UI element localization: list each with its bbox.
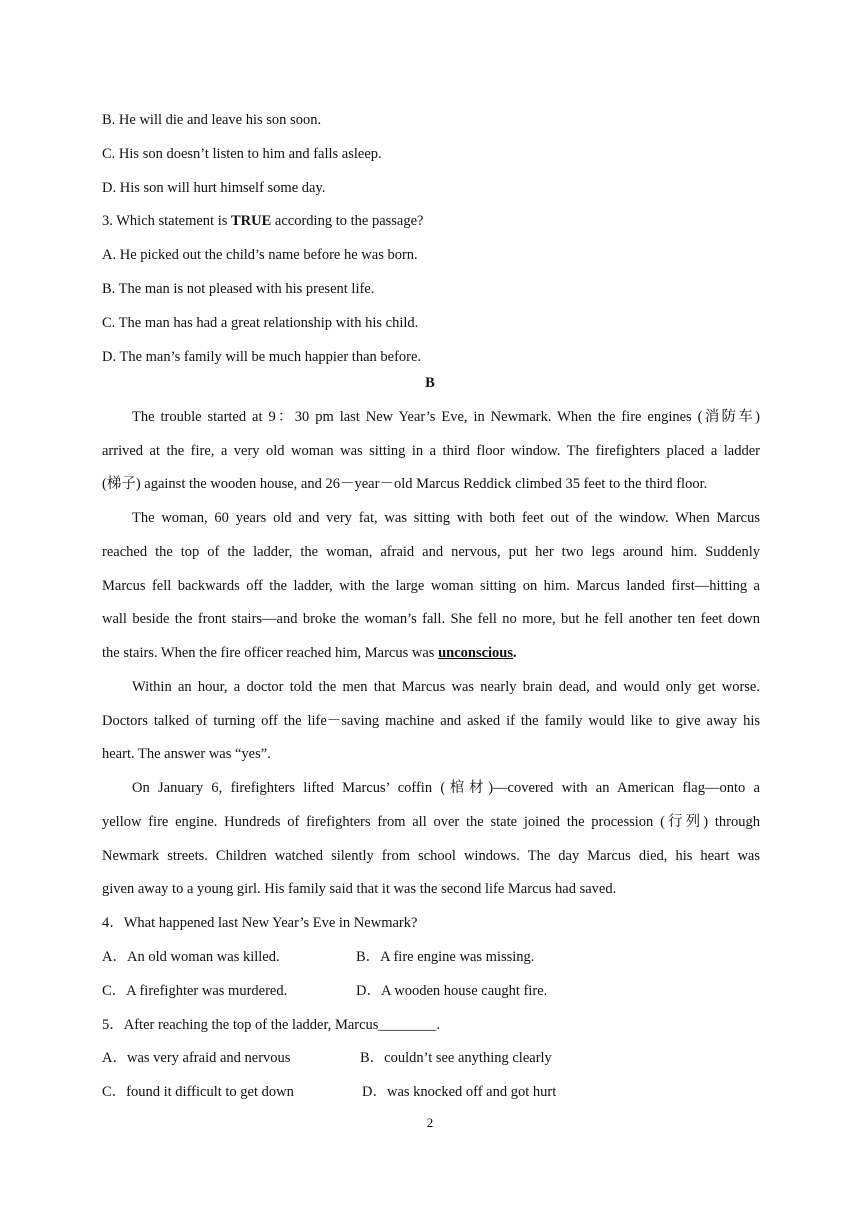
q5-stem: 5．After reaching the top of the ladder, Marcus________. xyxy=(102,1017,441,1033)
q3-option-d: D. The man’s family will be much happier than before. xyxy=(102,349,422,365)
passage-period: . xyxy=(513,645,517,661)
q2-option-c: C. His son doesn’t listen to him and falls asleep. xyxy=(102,146,382,162)
q2-option-d: D. His son will hurt himself some day. xyxy=(102,180,326,196)
passage-text: the stairs. When the fire officer reached him, Marcus was xyxy=(102,645,439,661)
q4-option-b: B．A fire engine was missing. xyxy=(356,949,535,965)
page-number: 2 xyxy=(426,1115,434,1130)
passage-p1-line: arrived at the fire, a very old woman was sitting in a third floor window. The firefighters placed a ladder xyxy=(102,443,760,459)
passage-p4-line: given away to a young girl. His family said that it was the second life Marcus had saved. xyxy=(102,881,617,897)
q3-stem-text-end: according to the passage? xyxy=(271,213,424,229)
passage-p3-line: heart. The answer was “yes”. xyxy=(102,746,271,762)
section-heading: B xyxy=(425,375,435,391)
q4-option-c: C．A firefighter was murdered. xyxy=(102,983,288,999)
passage-p3-line: Doctors talked of turning off the life－saving machine and asked if the family would like to give away his xyxy=(102,713,760,729)
passage-p3-line: Within an hour, a doctor told the men that Marcus was nearly brain dead, and would only get worse. xyxy=(132,679,760,695)
q3-stem-text: 3. Which statement is xyxy=(102,213,231,229)
q4-option-d: D．A wooden house caught fire. xyxy=(356,983,548,999)
passage-p2-line: reached the top of the ladder, the woman, afraid and nervous, put her two legs around him. Suddenly xyxy=(102,544,760,560)
passage-p1-line: (梯子) against the wooden house, and 26－year－old Marcus Reddick climbed 35 feet to the third floor. xyxy=(102,476,708,492)
q5-option-b: B．couldn’t see anything clearly xyxy=(360,1050,552,1066)
q5-option-c: C．found it difficult to get down xyxy=(102,1084,294,1100)
q5-option-a: A．was very afraid and nervous xyxy=(102,1050,291,1066)
q3-option-c: C. The man has had a great relationship with his child. xyxy=(102,315,419,331)
passage-p2-line: wall beside the front stairs—and broke the woman’s fall. She fell no more, but he fell another ten feet down xyxy=(102,611,760,627)
q4-stem: 4．What happened last New Year’s Eve in Newmark? xyxy=(102,915,418,931)
q3-stem xyxy=(102,212,423,230)
passage-p4-line: On January 6, firefighters lifted Marcus’ coffin (棺材)—covered with an American flag—onto a xyxy=(132,780,760,796)
q4-option-a: A．An old woman was killed. xyxy=(102,949,280,965)
passage-p2-line: The woman, 60 years old and very fat, was sitting with both feet out of the window. When Marcus xyxy=(132,510,760,526)
passage-p4-line: yellow fire engine. Hundreds of firefighters from all over the state joined the procession (行列) through xyxy=(102,814,760,830)
q3-option-b: B. The man is not pleased with his present life. xyxy=(102,281,375,297)
passage-p2-line-last xyxy=(102,644,517,662)
q2-option-b: B. He will die and leave his son soon. xyxy=(102,112,322,128)
underlined-word: unconscious xyxy=(438,645,514,661)
passage-p4-line: Newmark streets. Children watched silently from school windows. The day Marcus died, his heart was xyxy=(102,848,760,864)
passage-p1-line: The trouble started at 9：30 pm last New Year’s Eve, in Newmark. When the fire engines (消防车) xyxy=(132,409,760,425)
passage-p2-line: Marcus fell backwards off the ladder, with the large woman sitting on him. Marcus landed first—hitting a xyxy=(102,578,760,594)
q5-option-d: D．was knocked off and got hurt xyxy=(362,1084,557,1100)
q3-option-a: A. He picked out the child’s name before he was born. xyxy=(102,247,418,263)
q3-stem-bold: TRUE xyxy=(231,213,272,229)
